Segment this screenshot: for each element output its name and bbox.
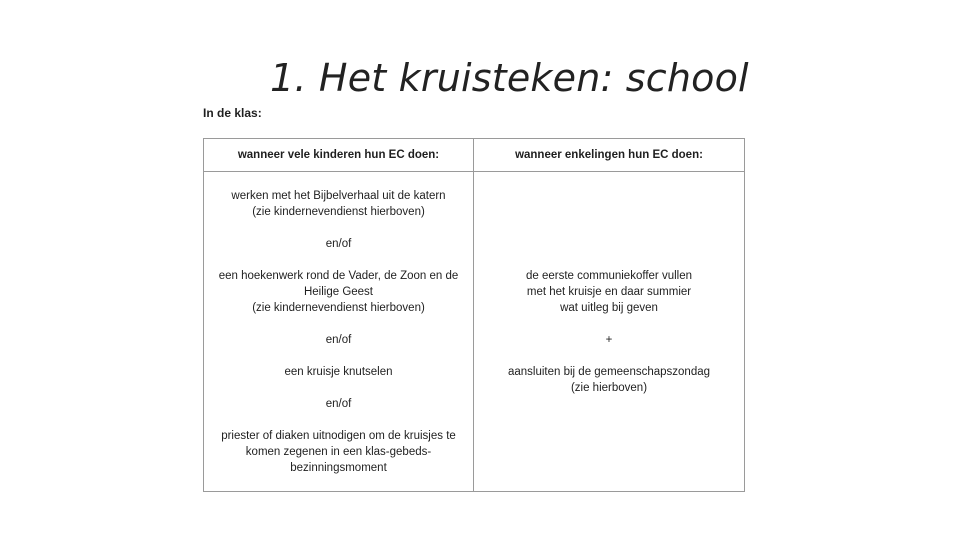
left-item-1-line-2: (zie kindernevendienst hierboven) (252, 206, 425, 218)
right-item-2-line-2: (zie hierboven) (570, 382, 648, 394)
right-item-1-line-3: wat uitleg bij geven (560, 302, 658, 314)
left-item-2-line-1: een hoekenwerk rond de Vader, de Zoon en de (218, 270, 459, 282)
left-column-cell (204, 172, 474, 491)
right-item-2-line-1: aansluiten bij de gemeenschapszondag (507, 366, 711, 378)
left-item-1-line-1: werken met het Bijbelverhaal uit de katern (231, 190, 446, 202)
left-item-2-line-3: (zie kindernevendienst hierboven) (252, 302, 425, 314)
right-column-cell (474, 172, 744, 491)
header-few-children: wanneer enkelingen hun EC doen: (474, 139, 744, 172)
left-item-3-line-1: een kruisje knutselen (284, 366, 393, 378)
right-connector: + (605, 334, 613, 346)
left-item-4-line-1: priester of diaken uitnodigen om de kruisjes te (221, 430, 456, 442)
section-label: In de klas: (203, 106, 262, 120)
left-connector-3: en/of (325, 398, 352, 410)
slide-title: 1. Het kruisteken: school (270, 56, 749, 100)
left-connector-1: en/of (325, 238, 352, 250)
left-item-4-line-2: komen zegenen in een klas-gebeds- (245, 446, 432, 458)
header-many-children: wanneer vele kinderen hun EC doen: (204, 139, 474, 172)
left-item-4-line-3: bezinningsmoment (290, 462, 387, 474)
right-item-1-line-1: de eerste communiekoffer vullen (526, 270, 692, 282)
left-item-2-line-2: Heilige Geest (303, 286, 374, 298)
right-item-1-line-2: met het kruisje en daar summier (526, 286, 692, 298)
ec-table (203, 138, 745, 492)
left-connector-2: en/of (325, 334, 352, 346)
